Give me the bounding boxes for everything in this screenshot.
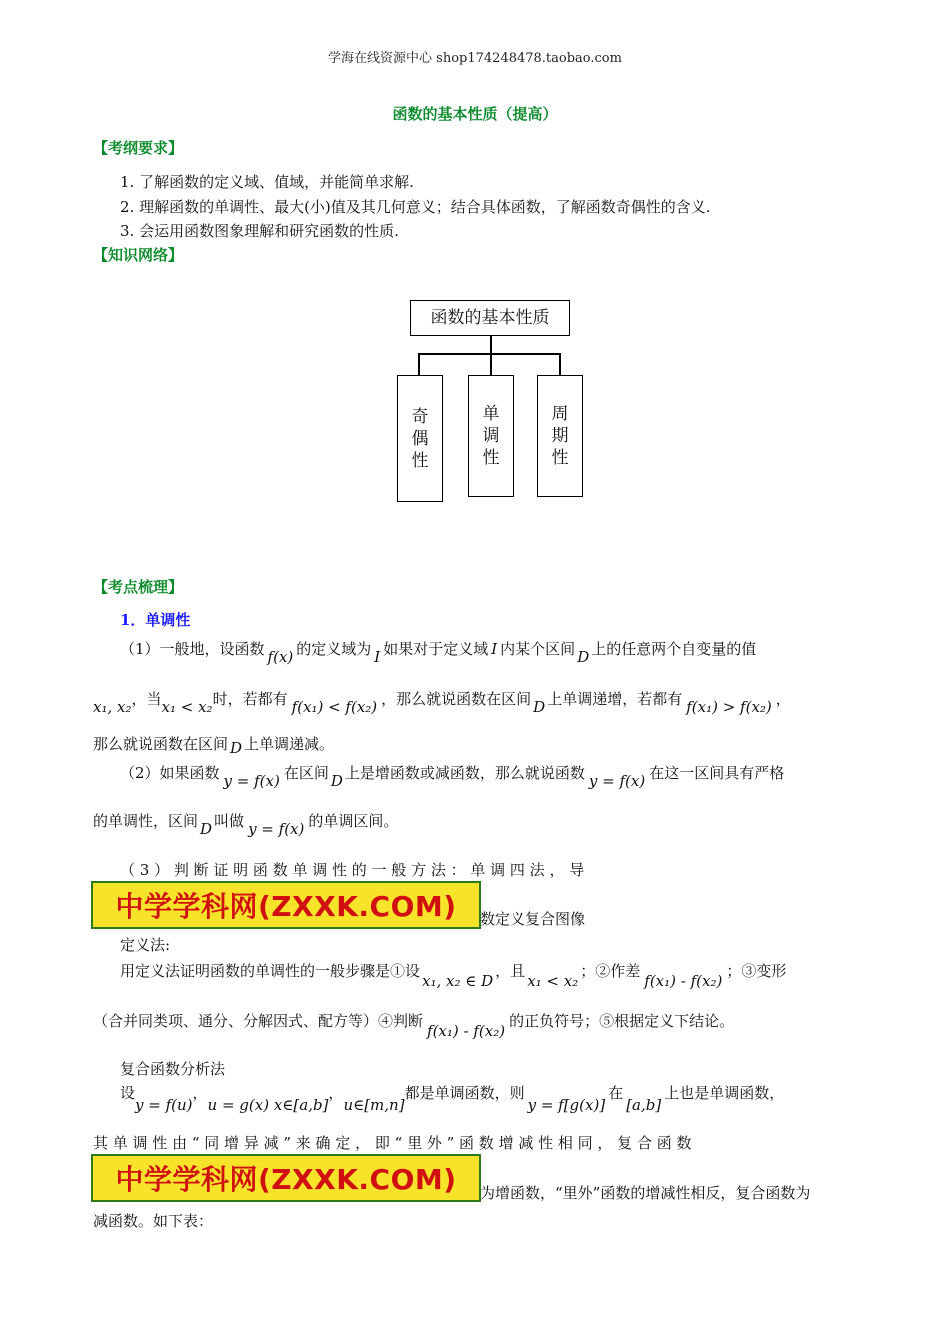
definition-method-line-2: （合并同类项、通分、分解因式、配方等）④判断f(x₁) - f(x₂)的正负符号；⑤根据定义下结论。 — [93, 1012, 735, 1040]
composite-method-line-1: 设y = f(u)，u = g(x) x∈[a,b]，u∈[m,n]都是单调函数，则y = f[g(x)]在[a,b]上也是单调函数， — [120, 1084, 785, 1114]
requirement-item: 2. 理解函数的单调性、最大(小)值及其几何意义；结合具体函数，了解函数奇偶性的含义. — [120, 198, 711, 216]
watermark-banner: 中学学科网(ZXXK.COM) — [91, 881, 481, 929]
diagram-connector — [490, 353, 492, 375]
requirement-item: 3. 会运用函数图象理解和研究函数的性质. — [120, 222, 399, 240]
diagram-connector — [559, 353, 561, 375]
page-title: 函数的基本性质（提高） — [392, 105, 558, 123]
section-heading-requirements: 【考纲要求】 — [93, 139, 184, 157]
composite-method-label: 复合函数分析法 — [120, 1060, 226, 1078]
page-header: 学海在线资源中心 shop174248478.taobao.com — [328, 51, 622, 66]
diagram-connector — [490, 336, 492, 354]
section-heading-key-points: 【考点梳理】 — [93, 578, 184, 596]
watermark-banner: 中学学科网(ZXXK.COM) — [91, 1154, 481, 1202]
composite-method-line-4: 减函数。如下表： — [93, 1212, 214, 1230]
composite-method-line-2: 其 单 调 性 由 “ 同 增 异 减 ” 来 确 定 ， 即 “ 里 外 ” 函 数 增 减 性 相 同 ， 复 合 函 数 — [93, 1134, 692, 1152]
paragraph-2-line-1: （2）如果函数 y = f(x) 在区间 D 上是增函数或减函数，那么就说函数 y = f(x) 在这一区间具有严格 — [120, 764, 785, 790]
paragraph-3-line-1: （ 3 ） 判 断 证 明 函 数 单 调 性 的 一 般 方 法 ： 单 调 四 法 ， 导 — [120, 861, 585, 879]
paragraph-3-line-2: 数定义复合图像 — [480, 910, 586, 928]
requirement-item: 1. 了解函数的定义域、值域，并能简单求解. — [120, 173, 414, 191]
diagram-root-box — [410, 300, 570, 336]
subheading-monotonicity: 1．单调性 — [120, 611, 191, 629]
paragraph-1-line-3: 那么就说函数在区间 D 上单调递减。 — [93, 735, 335, 757]
diagram-child-periodicity: 周 期 性 — [537, 375, 583, 497]
paragraph-2-line-2: 的单调性，区间 D 叫做 y = f(x) 的单调区间。 — [93, 812, 399, 838]
section-heading-knowledge-network: 【知识网络】 — [93, 246, 184, 264]
diagram-child-parity: 奇 偶 性 — [397, 375, 443, 502]
definition-method-label: 定义法: — [120, 936, 171, 954]
diagram-connector — [418, 353, 420, 375]
paragraph-1-line-2: x₁, x₂，当x₁ < x₂时，若都有 f(x₁) < f(x₂) ，那么就说函数在区间 D 上单调递增，若都有 f(x₁) > f(x₂) ， — [93, 690, 791, 716]
definition-method-line-1: 用定义法证明函数的单调性的一般步骤是①设x₁, x₂ ∈ D，且x₁ < x₂；②作差f(x₁) - f(x₂)；③变形 — [120, 962, 787, 990]
diagram-root-label: 函数的基本性质 — [430, 308, 550, 328]
diagram-connector — [418, 353, 560, 355]
diagram-child-monotonicity: 单 调 性 — [468, 375, 514, 497]
paragraph-1-line-1: （1）一般地，设函数 f(x) 的定义域为 I 如果对于定义域 I 内某个区间 D 上的任意两个自变量的值 — [120, 640, 757, 666]
composite-method-line-3: 为增函数，“里外”函数的增减性相反，复合函数为 — [480, 1184, 811, 1202]
